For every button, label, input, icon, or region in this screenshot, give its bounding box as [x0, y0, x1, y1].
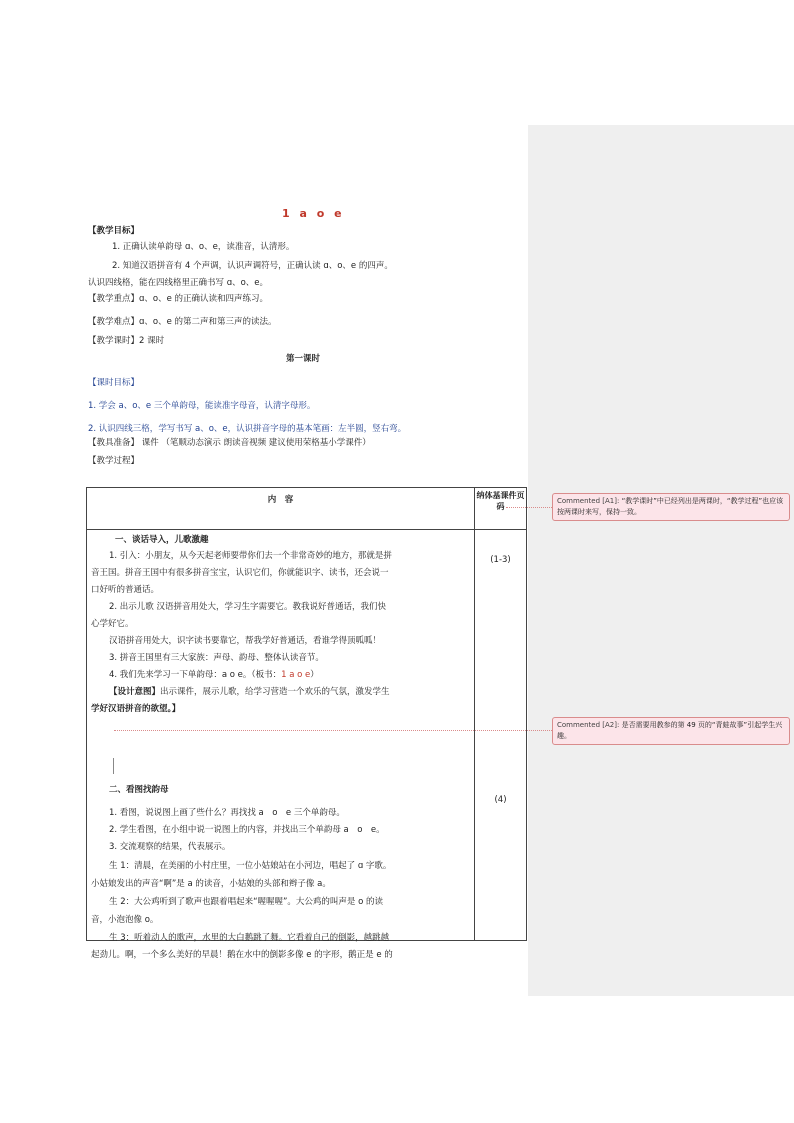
teaching-preparation: 【教具准备】 课件 （笔顺动态演示 朗读音视频 建议使用荣格基小学课件） — [88, 438, 371, 448]
section-2-line: 生 2：大公鸡听到了歌声也跟着唱起来“喔喔喔”。大公鸡的叫声是 o 的读 — [109, 897, 384, 907]
section-2-line: 生 1：清晨，在美丽的小村庄里，一位小姑娘站在小河边，唱起了 ɑ 字歌。 — [109, 861, 392, 871]
section-2-line: 音，小泡泡像 o。 — [91, 915, 159, 925]
page-ref-2: (4) — [494, 795, 507, 805]
objectives-heading: 【教学目标】 — [88, 226, 140, 236]
section-1-board-line — [109, 669, 319, 681]
comment-2-anchor — [114, 730, 552, 731]
comment-2[interactable] — [552, 717, 790, 745]
section-1-line: 心学好它。 — [91, 619, 134, 629]
comment-1[interactable] — [552, 493, 790, 521]
section-1-line: 2. 出示儿歌 汉语拼音用处大，学习生字需要它。教我说好普通话，我们快 — [109, 602, 387, 612]
section-1-line: 3. 拼音王国里有三大家族：声母、韵母、整体认读音节。 — [109, 653, 324, 663]
teaching-hours: 【教学课时】2 课时 — [88, 336, 165, 346]
lesson-heading: 第一课时 — [286, 354, 321, 364]
board-suffix: ） — [310, 670, 319, 680]
comment-2-author: Commented [A2]: — [557, 721, 620, 729]
section-2-line: 3. 交流观察的结果，代表展示。 — [109, 842, 231, 852]
design-intent-text: 出示课件，展示儿歌，给学习营造一个欢乐的气氛，激发学生 — [160, 687, 390, 697]
page-ref-1: (1-3) — [490, 555, 511, 565]
comment-1-anchor — [506, 507, 552, 508]
section-2-line: 1. 看图，说说图上画了些什么？再找找 a o e 三个单韵母。 — [109, 808, 345, 818]
section-2-line: 起劲儿。啊，一个多么美好的早晨！鹅在水中的倒影多像 e 的字形，鹅正是 e 的 — [91, 950, 393, 960]
section-2-line: 小姑娘发出的声音“啊”是 a 的读音，小姑娘的头部和辫子像 a。 — [91, 879, 331, 889]
document-title: 1 a o e — [282, 207, 345, 220]
column-header-pages: 纳体基课件页码 — [475, 488, 527, 530]
design-intent-line-2: 学好汉语拼音的欲望。】 — [91, 704, 181, 714]
section-1-line: 音王国。拼音王国中有很多拼音宝宝，认识它们，你就能识字、读书，还会说一 — [91, 568, 389, 578]
text-cursor — [113, 758, 114, 774]
lesson-objectives-heading: 【课时目标】 — [88, 378, 140, 388]
content-cell — [87, 530, 475, 960]
design-intent-line — [109, 686, 390, 698]
section-2-line: 生 3：听着动人的歌声，水里的大白鹅跳了舞。它看着自己的倒影，越跳越 — [109, 933, 390, 943]
difficulties: 【教学难点】ɑ、o、e 的第二声和第三声的读法。 — [88, 317, 277, 327]
column-header-content: 内 容 — [87, 488, 475, 530]
lesson-table — [86, 487, 527, 960]
teaching-process: 【教学过程】 — [88, 456, 140, 466]
lesson-objective-1: 1. 学会 a、o、e 三个单韵母，能读准字母音，认清字母形。 — [88, 401, 316, 411]
objective-2: 2. 知道汉语拼音有 4 个声调，认识声调符号，正确认读 ɑ、o、e 的四声。 — [112, 261, 393, 271]
section-1-line: 口好听的普通话。 — [91, 585, 160, 595]
lesson-objective-2: 2. 认识四线三格，学写书写 a、o、e，认识拼音字母的基本笔画：左半圆，竖右弯。 — [88, 424, 407, 434]
section-2-line: 2. 学生看图，在小组中说一说图上的内容，并找出三个单韵母 a o e。 — [109, 825, 385, 835]
comments-pane — [528, 125, 794, 996]
section-2-title: 二、看图找韵母 — [109, 785, 169, 795]
page-ref-cell — [475, 530, 527, 941]
section-1-title: 一、谈话导入，儿歌激趣 — [115, 535, 209, 545]
comment-1-text: “教学课时”中已经列出是两课时，“教学过程”也应该按两课时来写，保持一致。 — [557, 497, 784, 516]
section-1-line: 1. 引入：小朋友，从今天起老师要带你们去一个非常奇妙的地方，那就是拼 — [109, 551, 392, 561]
section-1-line: 汉语拼音用处大，识字读书要靠它，帮我学好普通话，看谁学得顶呱呱！ — [109, 636, 382, 646]
objective-1: 1. 正确认读单韵母 ɑ、o、e，读准音，认清形。 — [112, 242, 295, 252]
board-text: 1 a o e — [281, 670, 311, 680]
board-prefix: 4. 我们先来学习一下单韵母：a o e。（板书： — [109, 670, 282, 680]
key-points: 【教学重点】ɑ、o、e 的正确认读和四声练习。 — [88, 294, 269, 304]
design-intent-label: 【设计意图】 — [109, 687, 161, 697]
comment-2-text: 是否需要用教参的第 49 页的“青蛙故事”引起学生兴趣。 — [557, 721, 783, 740]
objective-3: 认识四线格，能在四线格里正确书写 ɑ、o、e。 — [88, 278, 269, 288]
comment-1-author: Commented [A1]: — [557, 497, 620, 505]
